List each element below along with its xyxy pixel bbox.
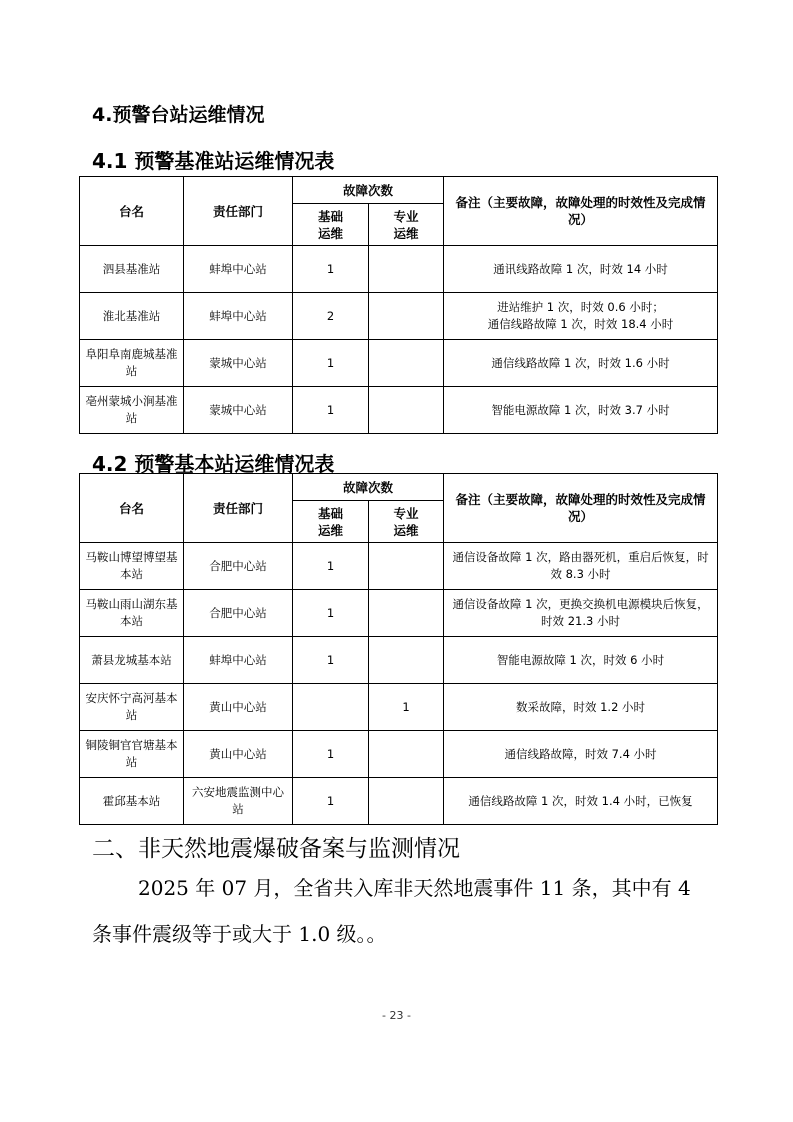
table-row <box>80 590 718 637</box>
header-name: 台名 <box>80 177 184 246</box>
pro-count-cell <box>369 590 444 637</box>
remark-cell: 通讯线路故障 1 次，时效 14 小时 <box>444 246 718 293</box>
table-row <box>80 293 718 340</box>
dept-cell: 蒙城中心站 <box>184 340 293 387</box>
dept-cell: 六安地震监测中心站 <box>184 778 293 825</box>
basic-count-cell: 1 <box>293 340 369 387</box>
basic-count-cell: 1 <box>293 246 369 293</box>
table-row <box>80 246 718 293</box>
station-name-cell: 萧县龙城基本站 <box>80 637 184 684</box>
dept-cell: 黄山中心站 <box>184 731 293 778</box>
pro-count-cell <box>369 340 444 387</box>
table-row <box>80 637 718 684</box>
remark-cell: 通信线路故障 1 次，时效 1.6 小时 <box>444 340 718 387</box>
basic-station-table <box>79 473 718 825</box>
paragraph <box>92 865 702 957</box>
header-fault-count: 故障次数 <box>293 177 444 204</box>
pro-count-cell: 1 <box>369 684 444 731</box>
table1-heading: 4.1 预警基准站运维情况表 <box>92 149 335 173</box>
pro-count-cell <box>369 543 444 590</box>
table-row <box>80 543 718 590</box>
table2-heading: 4.2 预警基本站运维情况表 <box>92 452 335 476</box>
dept-cell: 蚌埠中心站 <box>184 246 293 293</box>
header-basic: 基础 运维 <box>293 501 369 543</box>
pro-count-cell <box>369 387 444 434</box>
remark-cell: 通信线路故障 1 次，时效 1.4 小时，已恢复 <box>444 778 718 825</box>
basic-count-cell: 1 <box>293 778 369 825</box>
pro-count-cell <box>369 731 444 778</box>
dept-cell: 蚌埠中心站 <box>184 293 293 340</box>
remark-cell: 通信线路故障，时效 7.4 小时 <box>444 731 718 778</box>
remark-cell: 智能电源故障 1 次，时效 3.7 小时 <box>444 387 718 434</box>
header-remark: 备注（主要故障，故障处理的时效性及完成情况） <box>444 177 718 246</box>
page-number: - 23 - <box>382 1009 411 1022</box>
station-name-cell: 泗县基准站 <box>80 246 184 293</box>
station-name-cell: 霍邱基本站 <box>80 778 184 825</box>
remark-cell: 进站维护 1 次，时效 0.6 小时； 通信线路故障 1 次，时效 18.4 小时 <box>444 293 718 340</box>
header-professional: 专业 运维 <box>369 204 444 246</box>
header-dept: 责任部门 <box>184 177 293 246</box>
pro-count-cell <box>369 778 444 825</box>
table-row <box>80 684 718 731</box>
pro-count-cell <box>369 246 444 293</box>
table-row <box>80 340 718 387</box>
table-row <box>80 778 718 825</box>
pro-count-cell <box>369 293 444 340</box>
station-name-cell: 马鞍山雨山湖东基本站 <box>80 590 184 637</box>
basic-count-cell: 1 <box>293 387 369 434</box>
basic-count-cell: 1 <box>293 731 369 778</box>
basic-count-cell: 1 <box>293 637 369 684</box>
section2-title: 二、非天然地震爆破备案与监测情况 <box>92 836 460 862</box>
remark-cell: 通信设备故障 1 次，路由器死机，重启后恢复，时效 8.3 小时 <box>444 543 718 590</box>
paragraph-text: 2025 年 07 月，全省共入库非天然地震事件 11 条，其中有 4 条事件震级等于或大于 1.0 级。。 <box>92 876 691 946</box>
dept-cell: 合肥中心站 <box>184 543 293 590</box>
dept-cell: 合肥中心站 <box>184 590 293 637</box>
basic-count-cell: 1 <box>293 543 369 590</box>
remark-cell: 智能电源故障 1 次，时效 6 小时 <box>444 637 718 684</box>
dept-cell: 蚌埠中心站 <box>184 637 293 684</box>
header-professional: 专业 运维 <box>369 501 444 543</box>
dept-cell: 蒙城中心站 <box>184 387 293 434</box>
table-row <box>80 731 718 778</box>
header-remark: 备注（主要故障，故障处理的时效性及完成情况） <box>444 474 718 543</box>
remark-cell: 数采故障，时效 1.2 小时 <box>444 684 718 731</box>
station-name-cell: 阜阳阜南鹿城基准站 <box>80 340 184 387</box>
dept-cell: 黄山中心站 <box>184 684 293 731</box>
station-name-cell: 马鞍山博望博望基本站 <box>80 543 184 590</box>
section-heading: 4.预警台站运维情况 <box>92 104 265 126</box>
basic-count-cell: 2 <box>293 293 369 340</box>
pro-count-cell <box>369 637 444 684</box>
header-name: 台名 <box>80 474 184 543</box>
header-fault-count: 故障次数 <box>293 474 444 501</box>
header-dept: 责任部门 <box>184 474 293 543</box>
table-row <box>80 387 718 434</box>
station-name-cell: 亳州蒙城小涧基准站 <box>80 387 184 434</box>
header-basic: 基础 运维 <box>293 204 369 246</box>
station-name-cell: 铜陵铜官官塘基本站 <box>80 731 184 778</box>
station-name-cell: 淮北基准站 <box>80 293 184 340</box>
station-name-cell: 安庆怀宁高河基本站 <box>80 684 184 731</box>
baseline-station-table <box>79 176 718 434</box>
remark-cell: 通信设备故障 1 次，更换交换机电源模块后恢复，时效 21.3 小时 <box>444 590 718 637</box>
basic-count-cell: 1 <box>293 590 369 637</box>
basic-count-cell <box>293 684 369 731</box>
